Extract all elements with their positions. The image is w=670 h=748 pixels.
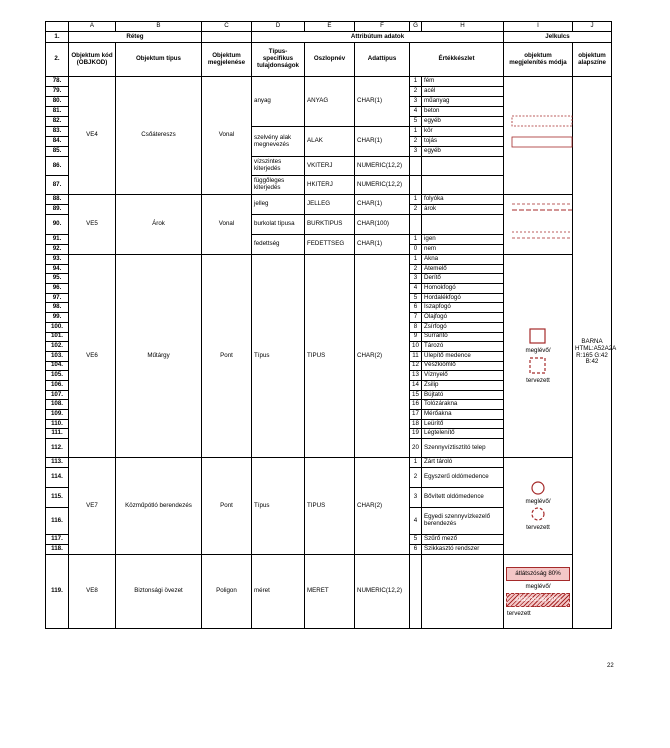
ve5-megjelenes: Vonal [202, 195, 252, 255]
value-label: egyéb [422, 147, 504, 157]
value-code: 3 [410, 147, 422, 157]
ve6-kod: VE6 [69, 255, 116, 458]
value-label: Zsilip [422, 380, 504, 390]
row-number: 91. [46, 235, 69, 245]
attribute-table [45, 21, 617, 629]
value-label: Zárt tároló [422, 458, 504, 468]
value-code: 16 [410, 400, 422, 410]
ve4-vkiterj-col: VKITERJ [305, 157, 355, 176]
value-label: Homokfogó [422, 284, 504, 294]
ve5-tipus: Árok [116, 195, 202, 255]
ve8-meret-col: MERET [305, 555, 355, 629]
value-label: Mérőakna [422, 410, 504, 420]
row-number: 78. [46, 77, 69, 87]
value-code: 1 [410, 127, 422, 137]
value-label: Tározó [422, 342, 504, 352]
row-number: 99. [46, 313, 69, 323]
row-number: 103. [46, 351, 69, 361]
ve6-tipus: Műtárgy [116, 255, 202, 458]
row-number: 115. [46, 488, 69, 508]
square-solid-icon [528, 327, 548, 345]
row-number: 86. [46, 157, 69, 176]
header-attributum: Attribútum adatok [252, 32, 504, 43]
value-code: 3 [410, 97, 422, 107]
row-number: 107. [46, 390, 69, 400]
value-label: árok [422, 205, 504, 215]
tervezett-label: tervezett [507, 610, 531, 618]
header-empty [202, 32, 252, 43]
row-number: 83. [46, 127, 69, 137]
row-number: 118. [46, 545, 69, 555]
value-label: Átemelő [422, 264, 504, 274]
ve8-symbol-cell [504, 555, 573, 629]
value-label [422, 215, 504, 235]
row-number: 84. [46, 137, 69, 147]
ve6-tipus-type: CHAR(2) [355, 255, 410, 458]
polygon-hatched-fill: átlátszóság 80% [506, 593, 570, 607]
ve5-fed-label: fedettség [252, 235, 305, 255]
meglevo-label: meglévő/ [525, 347, 551, 355]
ve5-burk-label: burkolat típusa [252, 215, 305, 235]
ve8-meret-type: NUMERIC(12,2) [355, 555, 410, 629]
value-label: beton [422, 107, 504, 117]
value-code [410, 215, 422, 235]
value-label: Derítő [422, 274, 504, 284]
value-code [410, 157, 422, 176]
value-label: Bújtató [422, 390, 504, 400]
ve4-hkiterj-type: NUMERIC(12,2) [355, 176, 410, 195]
value-label: Zsírfogó [422, 322, 504, 332]
ve5-burk-type: CHAR(100) [355, 215, 410, 235]
ve4-kod: VE4 [69, 77, 116, 195]
tervezett-label: tervezett [526, 524, 550, 531]
value-label: Olajfogó [422, 313, 504, 323]
value-code: 1 [410, 458, 422, 468]
value-label [422, 176, 504, 195]
value-label: Szennyvíztisztító telep [422, 439, 504, 458]
ve5-fed-col: FEDETTSEG [305, 235, 355, 255]
row-number: 105. [46, 371, 69, 381]
ve8-tipus: Biztonsági övezet [116, 555, 202, 629]
value-label: acél [422, 87, 504, 97]
value-code: 17 [410, 410, 422, 420]
polygon-solid-fill: átlátszóság 80% [506, 567, 570, 581]
value-code: 2 [410, 137, 422, 147]
value-label: Iszapfogó [422, 303, 504, 313]
ve5-symbol-cell [504, 195, 573, 255]
ve4-line-symbols [506, 112, 578, 156]
value-code: 5 [410, 117, 422, 127]
ve4-tipus: Csőátereszs [116, 77, 202, 195]
ve4-alak-col: ALAK [305, 127, 355, 157]
value-code: 3 [410, 488, 422, 508]
value-label [422, 157, 504, 176]
value-code: 3 [410, 274, 422, 284]
value-label: kör [422, 127, 504, 137]
meglevo-label: meglévő/ [525, 498, 551, 506]
header-alapszin: objektum alapszíne [573, 43, 612, 77]
ve6-tipus-col: TIPUS [305, 255, 355, 458]
row-number: 93. [46, 255, 69, 265]
ve4-hkiterj-col: HKITERJ [305, 176, 355, 195]
row-number: 113. [46, 458, 69, 468]
row-number: 97. [46, 293, 69, 303]
value-code: 4 [410, 284, 422, 294]
value-label: Víznyelő [422, 371, 504, 381]
value-code: 1 [410, 255, 422, 265]
row-number: 101. [46, 332, 69, 342]
value-code: 2 [410, 468, 422, 488]
value-code: 20 [410, 439, 422, 458]
value-code: 1 [410, 235, 422, 245]
header-oszlopnev: Oszlopnév [305, 43, 355, 77]
color-html: HTML:A52A2A [575, 344, 617, 352]
value-code: 13 [410, 371, 422, 381]
col-letter-d: D [252, 22, 305, 32]
value-label: Bővített oldómedence [422, 488, 504, 508]
value-code: 19 [410, 429, 422, 439]
value-code: 12 [410, 361, 422, 371]
value-code: 18 [410, 419, 422, 429]
tervezett-label: tervezett [526, 376, 550, 384]
col-letter-a: A [69, 22, 116, 32]
ve4-hkiterj-label: függőleges kiterjedés [252, 176, 305, 195]
value-code: 15 [410, 390, 422, 400]
col-letter-g: G [410, 22, 422, 32]
row-number: 88. [46, 195, 69, 205]
ve4-alak-label: szelvény alak megnevezés [252, 127, 305, 157]
value-label: műanyag [422, 97, 504, 107]
row-number: 2. [46, 43, 69, 77]
ve4-anyag-label: anyag [252, 77, 305, 127]
circle-dashed-icon [529, 506, 547, 522]
col-letter-c: C [202, 22, 252, 32]
ve7-tipus-col: TIPUS [305, 458, 355, 555]
row-number: 106. [46, 380, 69, 390]
row-number: 79. [46, 87, 69, 97]
value-code: 4 [410, 508, 422, 535]
row-number: 80. [46, 97, 69, 107]
value-code: 1 [410, 195, 422, 205]
value-label: Surrantó [422, 332, 504, 342]
col-letter-b: B [116, 22, 202, 32]
header-megjelenites-modja: objektum megjelenítés módja [504, 43, 573, 77]
ve4-megjelenes: Vonal [202, 77, 252, 195]
page-number: 22 [607, 663, 614, 669]
value-label: Akna [422, 255, 504, 265]
value-code: 2 [410, 205, 422, 215]
row-number: 1. [46, 32, 69, 43]
col-letter-f: F [355, 22, 410, 32]
row-number: 104. [46, 361, 69, 371]
value-label: nem [422, 245, 504, 255]
col-letter-j: J [573, 22, 612, 32]
row-number: 110. [46, 419, 69, 429]
color-rgb: R:165 G:42 [576, 351, 608, 359]
header-tipus-specifikus: Típus-specifikus tulajdonságok [252, 43, 305, 77]
ve4-vkiterj-label: vízszintes kiterjedés [252, 157, 305, 176]
value-label: Szűrő mező [422, 535, 504, 545]
square-dashed-icon [528, 355, 548, 375]
value-label: folyóka [422, 195, 504, 205]
row-number: 111. [46, 429, 69, 439]
ve7-symbol-cell [504, 458, 573, 555]
value-label: Ülepítő medence [422, 351, 504, 361]
color-name: BARNA [581, 337, 603, 345]
ve7-megjelenes: Pont [202, 458, 252, 555]
row-number: 87. [46, 176, 69, 195]
value-label: Leürítő [422, 419, 504, 429]
ve4-symbol-cell [504, 77, 573, 195]
value-code: 8 [410, 322, 422, 332]
ve5-jelleg-type: CHAR(1) [355, 195, 410, 215]
value-code: 5 [410, 293, 422, 303]
row-number: 117. [46, 535, 69, 545]
row-number: 92. [46, 245, 69, 255]
header-objektum-tipus: Objektum típus [116, 43, 202, 77]
row-number: 109. [46, 410, 69, 420]
ve6-megjelenes: Pont [202, 255, 252, 458]
value-code [410, 555, 422, 629]
value-code: 9 [410, 332, 422, 342]
header-ertekkeszlet: Értékkészlet [410, 43, 504, 77]
circle-solid-icon [529, 480, 547, 496]
header-jelkulcs: Jelkulcs [504, 32, 612, 43]
col-letter-i: I [504, 22, 573, 32]
ve7-tipus: Közműpótló berendezés [116, 458, 202, 555]
value-label: Hordalékfogó [422, 293, 504, 303]
value-code: 10 [410, 342, 422, 352]
ve8-kod: VE8 [69, 555, 116, 629]
value-code: 0 [410, 245, 422, 255]
value-label: Szikkasztó rendszer [422, 545, 504, 555]
meglevo-label: meglévő/ [525, 583, 551, 591]
corner-cell [46, 22, 69, 32]
row-number: 100. [46, 322, 69, 332]
value-code: 2 [410, 264, 422, 274]
row-number: 102. [46, 342, 69, 352]
value-label: Vészkiömlő [422, 361, 504, 371]
value-label: tojás [422, 137, 504, 147]
ve4-anyag-col: ANYAG [305, 77, 355, 127]
ve-color-cell [573, 77, 617, 629]
value-code: 1 [410, 77, 422, 87]
ve5-burk-col: BURKTIPUS [305, 215, 355, 235]
value-code: 2 [410, 87, 422, 97]
color-b: B:42 [585, 358, 599, 366]
header-reteg: Réteg [69, 32, 202, 43]
row-number: 116. [46, 508, 69, 535]
row-number: 89. [46, 205, 69, 215]
row-number: 90. [46, 215, 69, 235]
col-letter-e: E [305, 22, 355, 32]
value-label: egyéb [422, 117, 504, 127]
value-label: Egyedi szennyvízkezelő berendezés [422, 508, 504, 535]
ve5-jelleg-col: JELLEG [305, 195, 355, 215]
value-code: 7 [410, 313, 422, 323]
row-number: 108. [46, 400, 69, 410]
value-label: Egyszerű oldómedence [422, 468, 504, 488]
value-code: 4 [410, 107, 422, 117]
ve5-jelleg-label: jelleg [252, 195, 305, 215]
value-label: Tolózárakna [422, 400, 504, 410]
value-code: 6 [410, 303, 422, 313]
col-letter-h: H [422, 22, 504, 32]
ve5-kod: VE5 [69, 195, 116, 255]
ve7-kod: VE7 [69, 458, 116, 555]
ve7-tipus-label: Típus [252, 458, 305, 555]
value-label [422, 555, 504, 629]
row-number: 85. [46, 147, 69, 157]
row-number: 82. [46, 117, 69, 127]
value-label: fém [422, 77, 504, 87]
value-code [410, 176, 422, 195]
ve6-symbol-cell [504, 255, 573, 458]
row-number: 119. [46, 555, 69, 629]
row-number: 95. [46, 274, 69, 284]
ve5-dashed-lines [506, 200, 578, 246]
row-number: 114. [46, 468, 69, 488]
ve4-anyag-type: CHAR(1) [355, 77, 410, 127]
row-number: 94. [46, 264, 69, 274]
ve7-tipus-type: CHAR(2) [355, 458, 410, 555]
value-code: 5 [410, 535, 422, 545]
ve6-tipus-label: Típus [252, 255, 305, 458]
value-label: Légtelenítő [422, 429, 504, 439]
ve8-megjelenes: Poligon [202, 555, 252, 629]
value-code: 14 [410, 380, 422, 390]
value-label: igen [422, 235, 504, 245]
ve4-vkiterj-type: NUMERIC(12,2) [355, 157, 410, 176]
row-number: 96. [46, 284, 69, 294]
ve8-meret-label: méret [252, 555, 305, 629]
row-number: 81. [46, 107, 69, 117]
header-adattipus: Adattípus [355, 43, 410, 77]
ve4-alak-type: CHAR(1) [355, 127, 410, 157]
row-number: 112. [46, 439, 69, 458]
value-code: 11 [410, 351, 422, 361]
row-number: 98. [46, 303, 69, 313]
header-objektum-megjelenese: Objektum megjelenése [202, 43, 252, 77]
header-objektum-kod: Objektum kód (OBJKOD) [69, 43, 116, 77]
ve5-fed-type: CHAR(1) [355, 235, 410, 255]
value-code: 6 [410, 545, 422, 555]
